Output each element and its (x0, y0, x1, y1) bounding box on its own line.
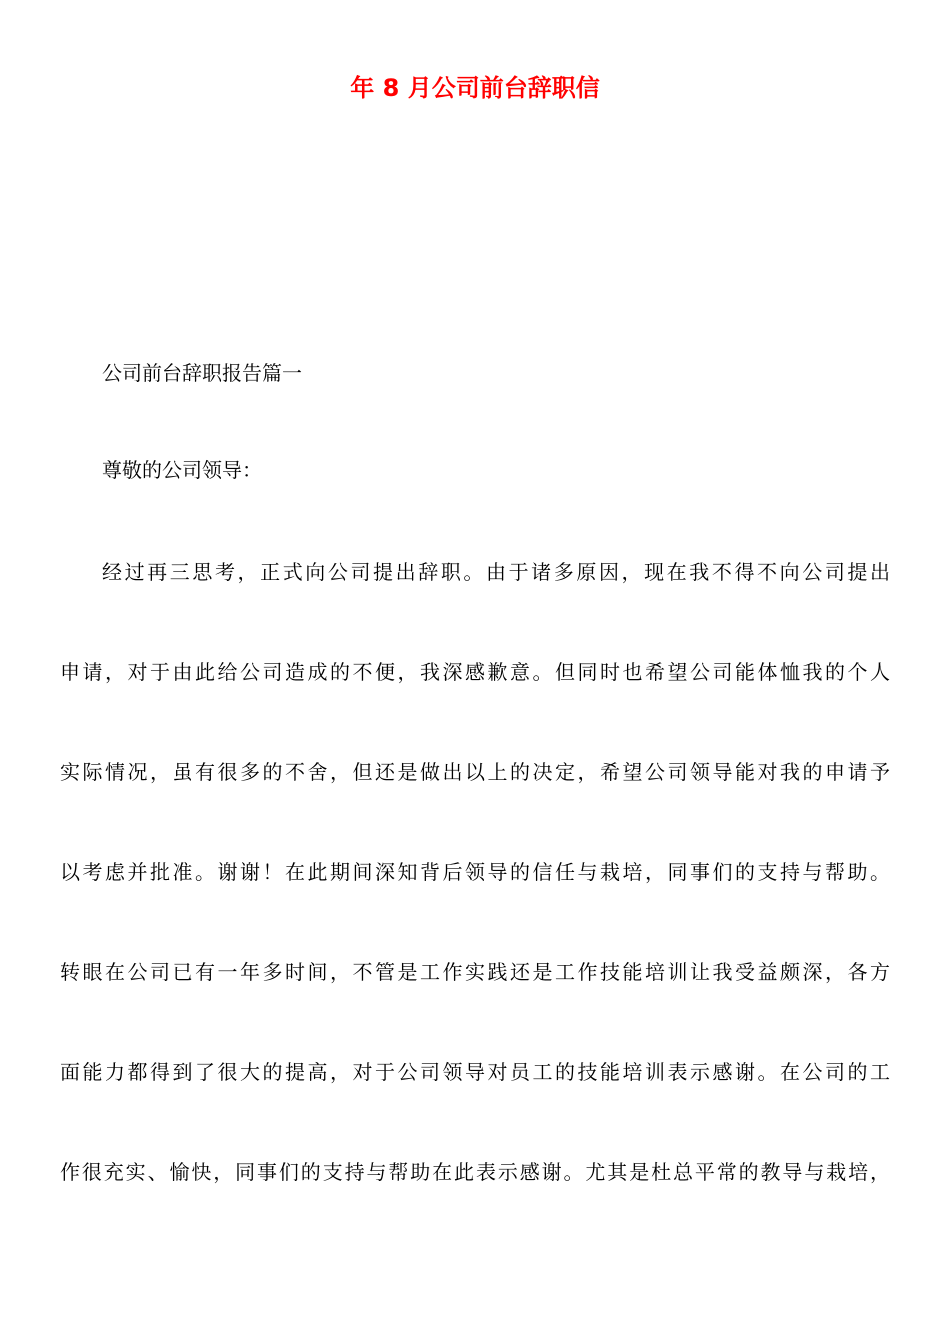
body-paragraph (60, 522, 890, 1222)
body-line: 转眼在公司已有一年多时间，不管是工作实践还是工作技能培训让我受益颇深，各方 (60, 960, 890, 984)
body-line: 作很充实、愉快，同事们的支持与帮助在此表示感谢。尤其是杜总平常的教导与栽培， (60, 1160, 890, 1184)
salutation-text: 尊敬的公司领导： (102, 458, 262, 482)
body-line: 面能力都得到了很大的提高，对于公司领导对员工的技能培训表示感谢。在公司的工 (60, 1060, 890, 1084)
salutation (60, 420, 890, 520)
body-line: 经过再三思考，正式向公司提出辞职。由于诸多原因，现在我不得不向公司提出 (102, 560, 890, 584)
body-line: 以考虑并批准。谢谢！在此期间深知背后领导的信任与栽培，同事们的支持与帮助。 (60, 860, 890, 884)
section-heading-text: 公司前台辞职报告篇一 (102, 361, 302, 385)
section-heading (60, 323, 890, 423)
body-line: 实际情况，虽有很多的不舍，但还是做出以上的决定，希望公司领导能对我的申请予 (60, 760, 890, 784)
document-title: 年 8 月公司前台辞职信 (350, 74, 600, 102)
body-line: 申请，对于由此给公司造成的不便，我深感歉意。但同时也希望公司能体恤我的个人 (60, 660, 890, 684)
